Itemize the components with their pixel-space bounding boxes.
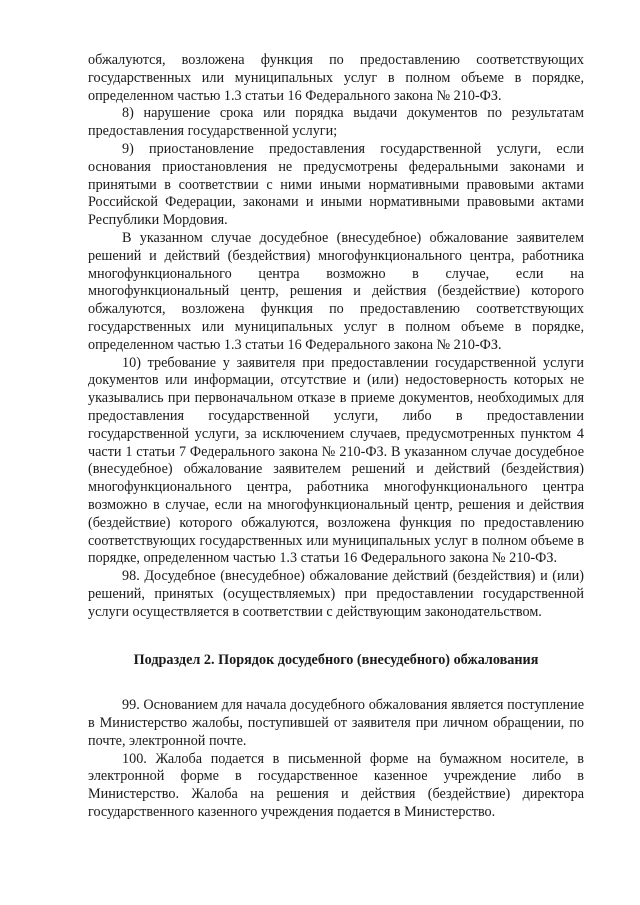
paragraph-continuation: обжалуются, возложена функция по предоставлению соответствующих государственных или муниципальных услуг в полном объеме в порядке, определенном частью 1.3 статьи 16 Федерального закона № 210-ФЗ. bbox=[88, 52, 584, 104]
paragraph-item-9: 9) приостановление предоставления государственной услуги, если основания приостановления не предусмотрены федеральными законами и принятыми в соответствии с ними иными нормативными правовыми актами Российской Федерации, законами и иными нормативными правовыми актами Республики Мордовия. bbox=[88, 140, 584, 229]
paragraph-item-8: 8) нарушение срока или порядка выдачи документов по результатам предоставления государственной услуги; bbox=[88, 105, 584, 140]
paragraph-99: 99. Основанием для начала досудебного обжалования является поступление в Министерство жалобы, поступившей от заявителя при личном обращении, по почте, электронной почте. bbox=[88, 697, 584, 749]
paragraph-item-10: 10) требование у заявителя при предоставлении государственной услуги документов или информации, отсутствие и (или) недостоверность которых не указывались при первоначальном отказе в приеме документов, необходимых для предоставления государственной услуги, либо в предоставлении государственной услуги, за исключением случаев, предусмотренных пунктом 4 части 1 статьи 7 Федерального закона № 210-ФЗ. В указанном случае досудебное (внесудебное) обжалование заявителем решений и действий (бездействия) многофункционального центра, работника многофункционального центра возможно в случае, если на многофункциональный центр, решения и действия (бездействие) которого обжалуются, возложена функция по предоставлению соответствующих государственных или муниципальных услуг в полном объеме в порядке, определенном частью 1.3 статьи 16 Федерального закона № 210-ФЗ. bbox=[88, 354, 584, 567]
paragraph-98: 98. Досудебное (внесудебное) обжалование действий (бездействия) и (или) решений, принятых (осуществляемых) при предоставлении государственной услуги осуществляется в соответствии с действующим законодательством. bbox=[88, 568, 584, 620]
paragraph-item-9-note: В указанном случае досудебное (внесудебное) обжалование заявителем решений и действий (бездействия) многофункционального центра, работника многофункционального центра возможно в случае, если на многофункциональный центр, решения и действия (бездействие) которого обжалуются, возложена функция по предоставлению соответствующих государственных или муниципальных услуг в полном объеме в порядке, определенном частью 1.3 статьи 16 Федерального закона № 210-ФЗ. bbox=[88, 229, 584, 353]
subsection-heading: Подраздел 2. Порядок досудебного (внесудебного) обжалования bbox=[133, 651, 539, 668]
document-page bbox=[88, 52, 584, 822]
paragraph-100: 100. Жалоба подается в письменной форме на бумажном носителе, в электронной форме в государственное казенное учреждение либо в Министерство. Жалоба на решения и действия (бездействие) директора государственного казенного учреждения подается в Министерство. bbox=[88, 750, 584, 821]
